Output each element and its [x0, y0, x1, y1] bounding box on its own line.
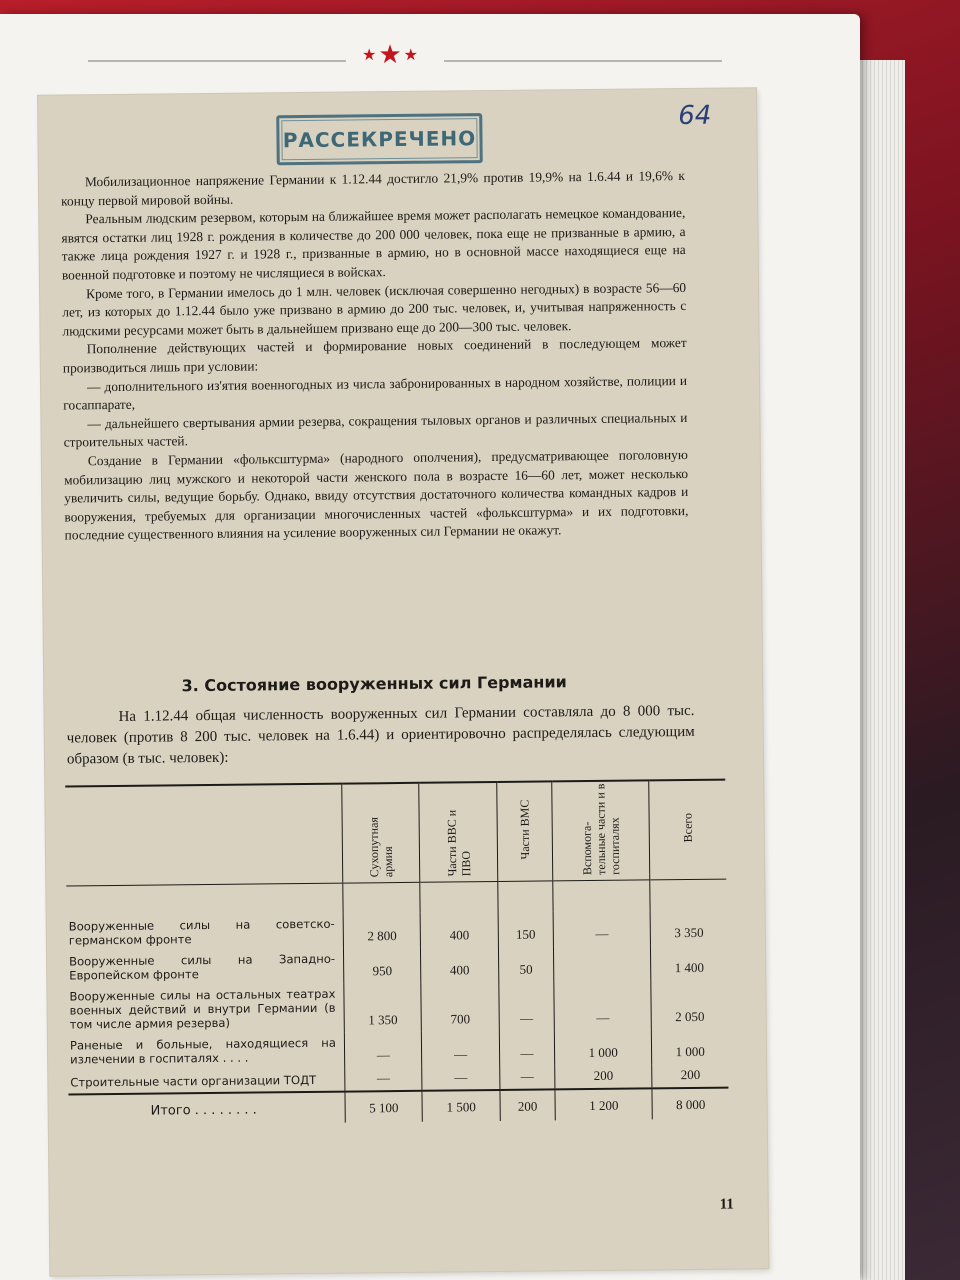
forces-table-wrapper [65, 779, 729, 1126]
star-icon: ★ [403, 45, 418, 64]
paragraph: Пополнение действующих частей и формирование новых соединений в последующем может производиться лишь при условии: [62, 335, 687, 376]
paragraph: Создание в Германии «фольксштурма» (народного ополчения), предусматривающее поголовную мобилизацию лиц мужского и некоторой части женского пола в возрасте 16—60 лет, может несколько увеличить силы, ведущие борьбу. Однако, ввиду отсутствия достаточного количества командных кадров и вооружения, требуемых для организации многочисленных частей «фольксштурма» и их подготовки, последние существенного влияния на усиление вооруженных сил Германии не окажут. [63, 446, 689, 543]
paragraph-dash-item: — дополнительного из'ятия военногодных из числа забронированных в народном хозяйстве, полиции и госаппарате, [63, 372, 688, 413]
cell-value: 1 400 [651, 945, 728, 981]
total-label: Итого . . . . . . . . [68, 1092, 345, 1126]
table-total-row [68, 1088, 728, 1126]
total-value: 1 500 [422, 1090, 500, 1122]
header-cell-label [65, 784, 343, 886]
row-label: Вооруженные силы на Западно-Европейском фронте [69, 951, 336, 983]
paragraph: Кроме того, в Германии имелось до 1 млн. человек (исключая совершенно негодных) в возрасте 56—60 лет, из которых до 1.12.44 было уже призвано в армию до 200 тыс. человек, и, учитывая напряженность с людскими ресурсами может быть в дальнейшем призвано еще до 200—300 тыс. человек. [62, 279, 687, 339]
cell-value: — [422, 1066, 500, 1091]
paragraph: Мобилизационное напряжение Германии к 1.12.44 достигло 21,9% против 19,9% на 1.6.44 и 19,6% к концу первой мировой войны. [61, 167, 685, 209]
cell-value: 700 [421, 982, 499, 1032]
cell-value: 3 350 [650, 910, 727, 946]
table-intro [66, 701, 695, 771]
cell-value: 200 [652, 1064, 729, 1089]
total-value: 200 [500, 1089, 556, 1121]
row-label: Строительные части организации ТОДТ [70, 1072, 317, 1090]
paragraph: Реальным людским резервом, которым на ближайшее время может располагать немецкое командование, явятся остатки лиц 1928 г. рождения в количестве до 200 000 человек, пока еще не призванные в армию, а также лица рождения 1927 г. и 1928 г., призванные в армию, но в основной массе находящиеся еще на военной подготовке и поэтому не числящиеся в войсках. [61, 205, 686, 283]
header-rule-left [88, 60, 346, 62]
header-cell-total: Всего [649, 780, 726, 880]
cell-value: 1 350 [344, 983, 422, 1033]
cell-value: 1 000 [652, 1029, 729, 1065]
book-page-edges [855, 60, 905, 1280]
intro-paragraph: На 1.12.44 общая численность вооруженных сил Германии составляла до 8 000 тыс. человек (против 8 200 тыс. человек на 1.6.44) и ориентировочно распределялась следующим образом (в тыс. человек): [66, 702, 695, 768]
row-label: Вооруженные силы на остальных театрах военных действий и внутри Германии (в том числе армия резерва) [69, 986, 336, 1032]
cell-value: — [344, 1032, 422, 1068]
book-page [0, 14, 860, 1280]
header-cell-air-force: Части ВВС и ПВО [419, 782, 497, 882]
header-cell-auxiliary: Вспомога-тельные части и в госпиталях [552, 780, 650, 881]
table-header-row [65, 780, 726, 886]
cell-value: 1 000 [554, 1029, 652, 1065]
handwritten-page-note: 64 [678, 100, 712, 132]
declassified-stamp: РАССЕКРЕЧЕНО [276, 113, 483, 165]
header-stars-ornament [350, 38, 430, 72]
cell-value: 2 050 [651, 980, 728, 1030]
cell-value: 950 [343, 948, 421, 984]
cell-value: — [499, 981, 555, 1031]
total-value: 8 000 [652, 1088, 729, 1120]
header-rule-right [444, 60, 722, 62]
cell-value: 400 [421, 947, 499, 983]
cell-value: 200 [555, 1064, 652, 1089]
total-value: 5 100 [345, 1091, 423, 1123]
header-cell-ground-army: Сухопутная армия [342, 783, 420, 883]
cell-value: 50 [498, 946, 554, 982]
cell-value: — [345, 1067, 423, 1092]
cell-value: — [422, 1031, 500, 1067]
cell-value: — [499, 1065, 555, 1090]
cell-value: 400 [420, 912, 498, 948]
cell-value [554, 945, 652, 981]
row-label: Раненые и больные, находящиеся на излечении в госпиталях . . . . [69, 1035, 337, 1067]
table-row [67, 980, 727, 1036]
header-cell-navy: Части ВМС [496, 781, 552, 881]
cell-value: — [553, 910, 651, 946]
star-icon: ★ [378, 40, 402, 70]
cell-value: — [499, 1030, 555, 1066]
page-number: 11 [719, 1196, 734, 1213]
section-title: 3. Состояние вооруженных сил Германии [181, 672, 567, 696]
total-value: 1 200 [555, 1088, 652, 1120]
body-text [61, 167, 689, 545]
paragraph-dash-item: — дальнейшего свертывания армии резерва, сокращения тыловых органов и различных специальных и строительных частей. [63, 409, 688, 450]
cell-value: 150 [498, 911, 554, 947]
row-label: Вооруженные силы на советско-германском фронте [68, 916, 335, 948]
document-sheet [38, 88, 768, 1275]
star-icon: ★ [362, 45, 377, 64]
forces-table [65, 779, 729, 1126]
cell-value: 2 800 [343, 913, 421, 949]
cell-value: — [554, 980, 652, 1030]
